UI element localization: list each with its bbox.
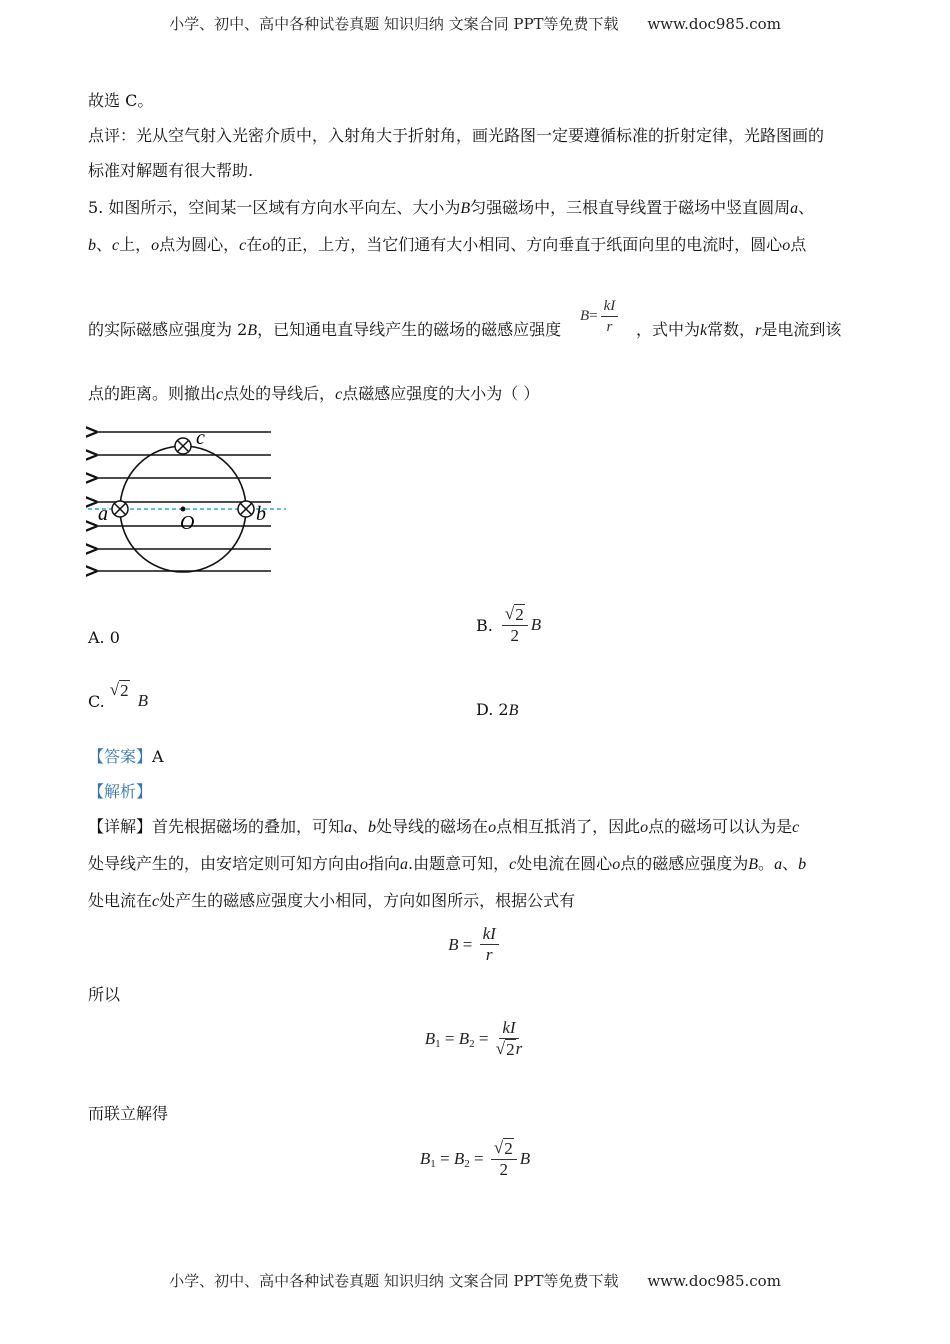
center-dot: [181, 507, 186, 512]
prev-conclusion: 故选 C。: [88, 91, 154, 110]
prev-comment-line1: 点评：光从空气射入光密介质中，入射角大于折射角，画光路图一定要遵循标准的折射定律，光路图画的: [88, 126, 825, 145]
equation-1: B = $\frac{kI}{r}$: [0, 924, 950, 965]
equation-3: B 1 = B 2 = √ 2 2 B: [419, 1138, 531, 1179]
answer-value: A: [152, 747, 164, 766]
magnetic-field-figure: [86, 420, 291, 585]
page-footer: [0, 1270, 950, 1291]
label-a: a: [98, 503, 108, 525]
question-line1: 5. 如图所示，空间某一区域有方向水平向左、大小为B匀强磁场中，三根直导线置于磁场中竖直圆周a、: [88, 198, 815, 217]
header-text: 小学、初中、高中各种试卷真题 知识归纳 文案合同 PPT等免费下载: [169, 15, 619, 33]
analysis-tag: 【解析】: [88, 782, 153, 801]
label-b: b: [256, 503, 266, 525]
detail-line3: 处电流在c处产生的磁感应强度大小相同，方向如图所示，根据公式有: [88, 891, 576, 910]
question-formula: B = $\frac{kI}{r}$: [580, 296, 621, 337]
option-b[interactable]: B. √ 2 2 B: [476, 604, 542, 645]
wire-b-into-page: [238, 501, 254, 517]
footer-site-link[interactable]: www.doc985.com: [647, 1272, 781, 1290]
equation-2: B 1 = B 2 = kI √ 2 r: [424, 1018, 523, 1059]
answer-line: [88, 747, 164, 767]
analysis-tag-line: [88, 782, 152, 802]
label-O: O: [180, 512, 195, 534]
wire-c-into-page: [175, 438, 191, 454]
label-c: c: [196, 427, 205, 449]
footer-text: 小学、初中、高中各种试卷真题 知识归纳 文案合同 PPT等免费下载: [169, 1272, 619, 1290]
option-a[interactable]: A. 0: [88, 628, 120, 647]
question-line3: 的实际磁感应强度为 2B，已知通电直导线产生的磁场的磁感应强度: [88, 320, 562, 339]
option-d[interactable]: D. 2B: [476, 700, 519, 719]
answer-tag: 【答案】: [88, 747, 153, 766]
prev-comment-line2: 标准对解题有很大帮助.: [88, 161, 254, 180]
question-line4: 点的距离。则撤出c点处的导线后，c点磁感应强度的大小为（ ）: [88, 384, 540, 403]
lianli-text: 而联立解得: [88, 1104, 169, 1123]
page-header: [0, 13, 950, 34]
question-line2: b、c上，o点为圆心，c在o的正，上方，当它们通有大小相同、方向垂直于纸面向里的电流时，圆心o点: [88, 235, 807, 254]
question-line3-tail: ，式中为k常数，r是电流到该: [636, 320, 842, 339]
detail-line2: 处导线产生的，由安培定则可知方向由o指向a.由题意可知，c处电流在圆心o点的磁感应强度为B。a、b: [88, 854, 807, 873]
suoyi-text: 所以: [88, 985, 121, 1004]
wire-a-into-page: [112, 501, 128, 517]
detail-line1: 【详解】首先根据磁场的叠加，可知a、b处导线的磁场在o点相互抵消了，因此o点的磁场可以认为是c: [88, 817, 800, 836]
option-c[interactable]: C. √ 2 B: [88, 680, 148, 711]
detail-tag: 【详解】: [88, 817, 153, 836]
header-site-link[interactable]: www.doc985.com: [647, 15, 781, 33]
